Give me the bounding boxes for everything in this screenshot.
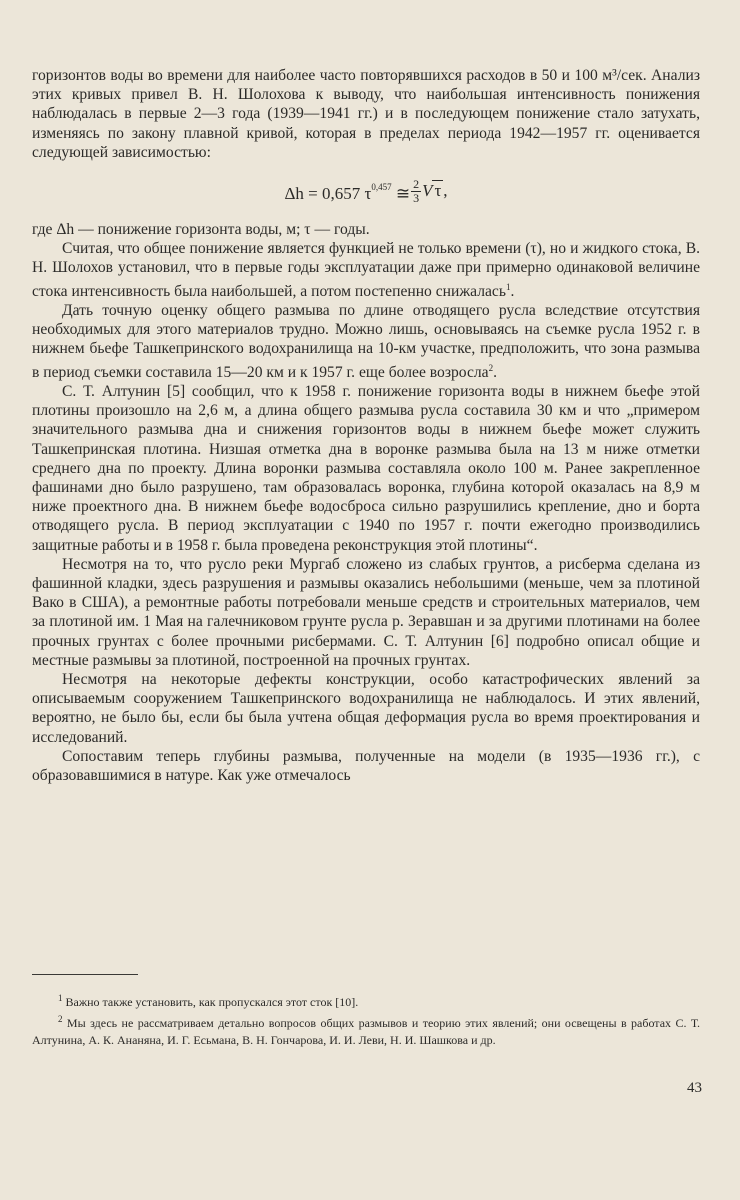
fraction-numerator: 2 — [413, 176, 420, 191]
paragraph-2: Считая, что общее понижение является функцией не только времени (τ), но и жидкого стока, В. Н. Шолохов установил, что в первые годы эксплуатации даже при примерно одинаковой величине стока интенсивность была наибольшей, а потом постепенно снижалась$^1$. — [32, 240, 700, 300]
footnote-ref-1: 1 — [505, 281, 511, 292]
paragraph-6: Несмотря на некоторые дефекты конструкции, особо катастрофических явлений за описываемым сооружением Ташкепринского водохранилища не наблюдалось. И этих явлений, вероятно, не было бы, если бы была учтена общая деформация русла во время проектирования и исследований. — [32, 671, 700, 746]
footnote-divider — [32, 974, 138, 975]
main-text — [32, 66, 700, 785]
root-argument: τ — [434, 181, 442, 201]
footnote-ref-2: 2 — [488, 362, 494, 373]
formula-root — [422, 181, 443, 200]
formula-fraction — [411, 178, 421, 205]
paragraph-where: где Δh — понижение горизонта воды, м; τ — годы. — [32, 221, 370, 239]
formula — [32, 162, 700, 220]
footnotes — [32, 990, 700, 1049]
paragraph-intro: горизонтов воды во времени для наиболее часто повторявшихся расходов в 50 и 100 м³/сек. Анализ этих кривых привел В. Н. Шолохова к выводу, что наибольшая интенсивность понижения наблюдалась в первые 2—3 года (1939—1941 гг.) и в последующем понижение стало затухать, изменяясь по закону плавной кривой, которая в пределах периода 1942—1957 гг. оценивается следующей зависимостью: — [32, 67, 700, 161]
footnote-2: $^2$ Мы здесь не рассматриваем детально вопросов общих размывов и теорию этих явлений; они освещены в работах С. Т. Алтунина, А. К. Ананяна, И. Г. Есьмана, В. Н. Гончарова, И. И. Леви, Н. И. Шашкова и др. — [32, 1014, 700, 1047]
root-sign: V — [422, 181, 433, 201]
footnote-1: $^1$ Важно также установить, как пропускался этот сток [10]. — [58, 993, 359, 1009]
paragraph-4: С. Т. Алтунин [5] сообщил, что к 1958 г. понижение горизонта воды в нижнем бьефе этой плотины произошло на 2,6 м, а длина общего размыва русла составила 30 км и что „примером значительного размыва дна и снижения горизонтов воды в нижнем бьефе может служить Ташкепринская плотина. Низшая отметка дна в воронке размыва была на 13 м ниже отметки среднего дна по проекту. Длина воронки размыва составляла около 100 м. Ранее закрепленное фашинами дно было разрушено, там образовалась воронка, глубина которой оказалась на 8,9 м ниже проектного дна. В нижнем бьефе водосброса сильно разрушились крепление, дно и борта отводящего русла. В период эксплуатации с 1940 по 1957 г. почти ежегодно производились защитные работы и в 1958 г. была проведена реконструкция этой плотины“. — [32, 383, 700, 554]
fraction-denominator: 3 — [413, 190, 420, 205]
formula-lhs: Δh = 0,657 $\tau^{0,457}$ ≅ — [284, 182, 411, 204]
paragraph-7: Сопоставим теперь глубины размыва, полученные на модели (в 1935—1936 гг.), с образовавшимися в натуре. Как уже отмечалось — [32, 747, 700, 785]
paragraph-5: Несмотря на то, что русло реки Мургаб сложено из слабых грунтов, а рисберма сделана из фашинной кладки, здесь разрушения и размывы оказались небольшими (меньше, чем за плотиной Вако в США), а ремонтные работы потребовали меньше средств и строительных материалов, чем за плотиной им. 1 Мая на галечниковом грунте русла р. Зеравшан и за другими плотинами на более прочных грунтах с более прочными рисбермами. С. Т. Алтунин [6] подробно описал общие и местные размывы за плотиной, построенной на прочных грунтах. — [32, 555, 700, 669]
formula-tail: , — [443, 181, 448, 201]
formula-exponent: 0,457 — [371, 182, 392, 193]
page-number: 43 — [687, 1080, 702, 1096]
paragraph-3: Дать точную оценку общего размыва по длине отводящего русла вследствие отсутствия необходимых для этого материалов трудно. Можно лишь, основываясь на съемке русла 1952 г. в нижнем бьефе Ташкепринского водохранилища на 10-км участке, предположить, что зона размыва в период съемки составила 15—20 км и к 1957 г. еще более возросла$^2$. — [32, 302, 700, 381]
